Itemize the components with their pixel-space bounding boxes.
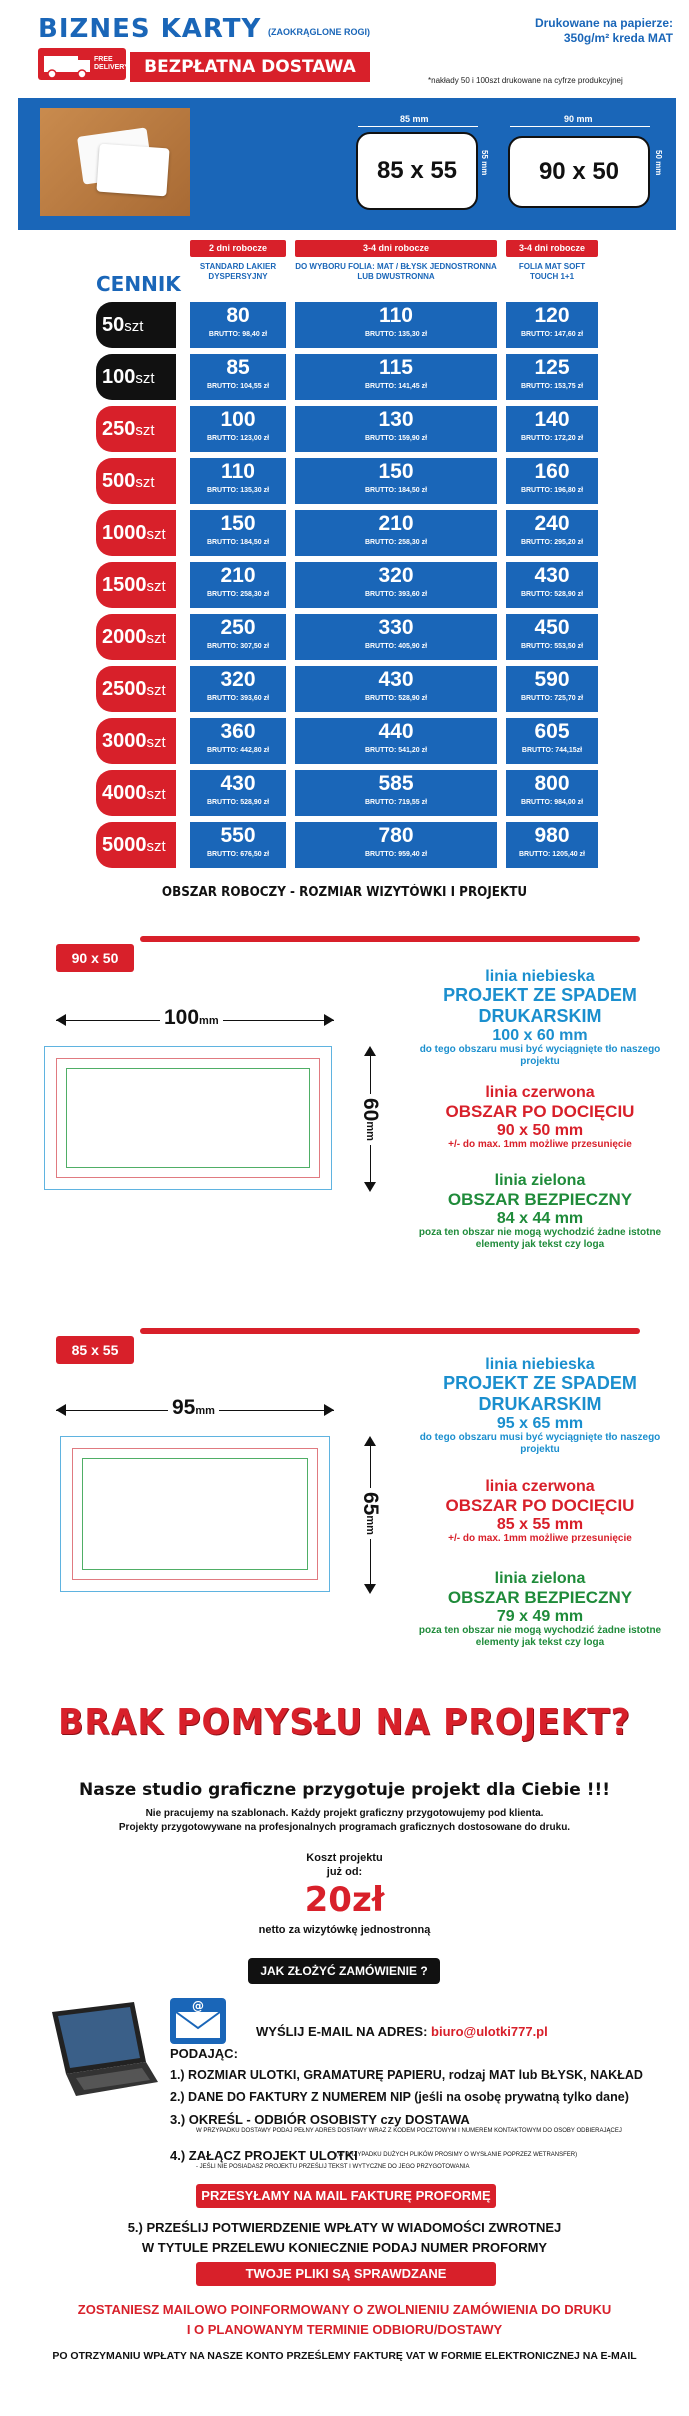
blue-note: do tego obszaru musi być wyciągnięte tło naszego projektu	[419, 1432, 661, 1455]
format-1-width-line	[358, 126, 478, 127]
gross-price: BRUTTO: 541,20 zł	[364, 747, 428, 754]
height-unit: mm	[364, 1121, 376, 1141]
price-cell	[295, 614, 497, 660]
net-price: 800	[534, 772, 570, 795]
quantity-value: 4000	[102, 782, 147, 804]
net-price: 430	[534, 564, 570, 587]
svg-text:@: @	[192, 1999, 204, 2013]
format-1-height-label: 55 mm	[480, 150, 489, 176]
price-cell	[295, 302, 497, 348]
net-price: 450	[534, 616, 570, 639]
format-2-height-label: 50 mm	[654, 150, 663, 176]
net-price: 110	[379, 304, 413, 327]
col1-desc: STANDARD LAKIER DYSPERSYJNY	[199, 262, 277, 281]
net-price: 320	[220, 668, 256, 691]
price-row	[0, 822, 689, 868]
price-cell	[190, 406, 286, 452]
blue-note: do tego obszaru musi być wyciągnięte tło naszego projektu	[419, 1044, 661, 1067]
email-prefix: WYŚLIJ E-MAIL NA ADRES:	[256, 2024, 428, 2039]
net-price: 360	[220, 720, 256, 743]
template-85x55-tag: 85 x 55	[56, 1336, 134, 1364]
design-price: 20zł	[304, 1880, 385, 1920]
price-cell	[190, 718, 286, 764]
green-title: linia zielona	[494, 1172, 586, 1189]
net-price: 120	[534, 304, 570, 327]
green-note: poza ten obszar nie mogą wychodzić żadne istotne elementy jak tekst czy loga	[418, 1227, 662, 1250]
price-row	[0, 562, 689, 608]
gross-price: BRUTTO: 528,90 zł	[520, 591, 584, 598]
price-cell	[190, 458, 286, 504]
width-unit: mm	[199, 1015, 219, 1027]
green-size: 79 x 49 mm	[496, 1608, 584, 1625]
gross-price: BRUTTO: 135,30 zł	[206, 487, 270, 494]
gross-price: BRUTTO: 725,70 zł	[520, 695, 584, 702]
template-1-red-info	[400, 1084, 680, 1151]
gross-price: BRUTTO: 147,60 zł	[520, 331, 584, 338]
price-cell	[295, 562, 497, 608]
green-size: 84 x 44 mm	[496, 1210, 584, 1227]
template-2-red-info	[400, 1478, 680, 1545]
gross-price: BRUTTO: 159,90 zł	[364, 435, 428, 442]
price-cell	[190, 666, 286, 712]
format-90x50-box: 90 x 50	[508, 136, 650, 208]
quantity-label	[96, 510, 176, 556]
notify-line-2: I O PLANOWANYM TERMINIE ODBIORU/DOSTAWY	[186, 2322, 503, 2337]
red-size: 85 x 55 mm	[496, 1516, 584, 1533]
height-unit: mm	[364, 1515, 376, 1535]
proforma-bar: PRZESYŁAMY NA MAIL FAKTURĘ PROFORMĘ	[196, 2184, 496, 2208]
format-1-width-label: 85 mm	[400, 114, 429, 124]
gross-price: BRUTTO: 528,90 zł	[364, 695, 428, 702]
quantity-label	[96, 458, 176, 504]
design-price-note: netto za wizytówkę jednostronną	[258, 1924, 431, 1936]
quantity-label	[96, 666, 176, 712]
net-price: 320	[378, 564, 414, 587]
gross-price: BRUTTO: 959,40 zł	[364, 851, 428, 858]
arrow-down-icon	[364, 1182, 376, 1192]
price-cell	[295, 822, 497, 868]
quantity-unit: szt	[135, 370, 155, 387]
quantity-label	[96, 822, 176, 868]
gross-price: BRUTTO: 393,60 zł	[364, 591, 428, 598]
email-instruction	[256, 2024, 548, 2039]
net-price: 590	[534, 668, 570, 691]
quantity-label	[96, 770, 176, 816]
arrow-down-icon	[364, 1584, 376, 1594]
blue-title: linia niebieska	[485, 1356, 595, 1373]
col3-desc: FOLIA MAT SOFT TOUCH 1+1	[518, 262, 586, 281]
price-cell	[506, 666, 598, 712]
col2-desc: DO WYBORU FOLIA: MAT / BŁYSK JEDNOSTRONNA LUB DWUSTRONNA	[295, 262, 497, 281]
price-cell	[295, 718, 497, 764]
col2-time: 3-4 dni robocze	[295, 240, 497, 257]
gross-price: BRUTTO: 196,80 zł	[520, 487, 584, 494]
template-90x50-width	[160, 1006, 223, 1030]
price-cell	[506, 718, 598, 764]
template-90x50-divider	[140, 936, 640, 942]
quantity-value: 5000	[102, 834, 147, 856]
cost-label-1: Koszt projektu	[306, 1852, 383, 1864]
price-cell	[506, 822, 598, 868]
gross-price: BRUTTO: 172,20 zł	[520, 435, 584, 442]
green-note: poza ten obszar nie mogą wychodzić żadne istotne elementy jak tekst czy loga	[418, 1625, 662, 1648]
quantity-unit: szt	[146, 786, 166, 803]
price-cell	[295, 666, 497, 712]
price-row	[0, 666, 689, 712]
arrow-up-icon	[364, 1436, 376, 1446]
net-price: 250	[220, 616, 256, 639]
email-link[interactable]: biuro@ulotki777.pl	[431, 2024, 548, 2039]
net-price: 150	[220, 512, 256, 535]
template-2-green-info	[400, 1570, 680, 1649]
format-85x55-box: 85 x 55	[356, 132, 478, 210]
quantity-label	[96, 614, 176, 660]
price-row	[0, 718, 689, 764]
quantity-label	[96, 406, 176, 452]
final-invoice-note: PO OTRZYMANIU WPŁATY NA NASZE KONTO PRZEŚLEMY FAKTURĘ VAT W FORMIE ELEKTRONICZNEJ NA E-MAIL	[52, 2350, 637, 2362]
paper-line-1: Drukowane na papierze:	[534, 16, 673, 30]
net-price: 330	[378, 616, 414, 639]
net-price: 110	[221, 460, 255, 483]
quantity-unit: szt	[135, 422, 155, 439]
pricing-title: CENNIK	[96, 272, 181, 296]
price-cell	[506, 354, 598, 400]
work-area-title: OBSZAR ROBOCZY - ROZMIAR WIZYTÓWKI I PROJEKTU	[161, 885, 528, 900]
quantity-unit: szt	[146, 630, 166, 647]
height-value: 60	[359, 1098, 382, 1122]
price-row	[0, 302, 689, 348]
template-1-green-info	[400, 1172, 680, 1251]
quantity-unit: szt	[146, 578, 166, 595]
price-cell	[190, 354, 286, 400]
col1-time: 2 dni robocze	[190, 240, 286, 257]
green-name: OBSZAR BEZPIECZNY	[447, 1588, 633, 1607]
net-price: 210	[220, 564, 256, 587]
net-price: 125	[534, 356, 570, 379]
notify-line-1: ZOSTANIESZ MAILOWO POINFORMOWANY O ZWOLNIENIU ZAMÓWIENIA DO DRUKU	[77, 2302, 612, 2317]
quantity-unit: szt	[124, 318, 144, 335]
net-price: 80	[226, 304, 250, 327]
email-icon	[170, 1998, 226, 2044]
gross-price: BRUTTO: 442,80 zł	[206, 747, 270, 754]
price-cell	[506, 562, 598, 608]
net-price: 430	[378, 668, 414, 691]
col3-time: 3-4 dni robocze	[506, 240, 598, 257]
red-size: 90 x 50 mm	[496, 1122, 584, 1139]
step-4: 4.) ZAŁĄCZ PROJEKT ULOTKI	[170, 2148, 358, 2163]
design-line-2: Projekty przygotowywane na profesjonalnych programach graficznych dostosowane do druku.	[118, 1822, 571, 1833]
gross-price: BRUTTO: 258,30 zł	[206, 591, 270, 598]
blue-size: 95 x 65 mm	[496, 1415, 584, 1432]
gross-price: BRUTTO: 744,15zł	[521, 747, 583, 754]
quantity-unit: szt	[146, 734, 166, 751]
price-row	[0, 354, 689, 400]
gross-price: BRUTTO: 393,60 zł	[206, 695, 270, 702]
price-row	[0, 770, 689, 816]
price-cell	[506, 406, 598, 452]
template-85x55-height	[358, 1488, 382, 1539]
gross-price: BRUTTO: 528,90 zł	[206, 799, 270, 806]
format-2-width-label: 90 mm	[564, 114, 593, 124]
blue-name: PROJEKT ZE SPADEM DRUKARSKIM	[443, 985, 637, 1026]
price-cell	[190, 614, 286, 660]
net-price: 430	[220, 772, 256, 795]
design-headline: BRAK POMYSŁU NA PROJEKT?	[58, 1702, 631, 1743]
quantity-value: 100	[102, 366, 136, 388]
net-price: 780	[378, 824, 414, 847]
template-2-blue-info	[400, 1356, 680, 1456]
net-price: 550	[220, 824, 256, 847]
net-price: 130	[378, 408, 414, 431]
quantity-label	[96, 718, 176, 764]
gross-price: BRUTTO: 676,50 zł	[206, 851, 270, 858]
template-90x50-height	[358, 1094, 382, 1145]
quantity-value: 1500	[102, 574, 147, 596]
width-value: 95	[172, 1396, 196, 1419]
gross-price: BRUTTO: 153,75 zł	[520, 383, 584, 390]
quantity-unit: szt	[146, 838, 166, 855]
quantity-unit: szt	[135, 474, 155, 491]
quantity-value: 2500	[102, 678, 147, 700]
step-2: 2.) DANE DO FAKTURY Z NUMEREM NIP (jeśli na osobę prywatną tylko dane)	[170, 2090, 629, 2104]
net-price: 160	[534, 460, 570, 483]
card-image-front	[96, 144, 169, 197]
template-85x55-width	[168, 1396, 219, 1420]
step-5b: W TYTULE PRZELEWU KONIECZNIE PODAJ NUMER PROFORMY	[141, 2240, 548, 2255]
step-5a: 5.) PRZEŚLIJ POTWIERDZENIE WPŁATY W WIADOMOŚCI ZWROTNEJ	[127, 2220, 562, 2235]
step-4-note-1: (W PRZYPADKU DUŻYCH PLIKÓW PROSIMY O WYSŁANIE POPRZEZ WETRANSFER)	[336, 2152, 578, 2158]
step-4-note-2: - JEŚLI NIE POSIADASZ PROJEKTU PRZEŚLIJ TEKST I WYTYCZNE DO JEGO PRZYGOTOWANIA	[196, 2164, 470, 2170]
print-note: *nakłady 50 i 100szt drukowane na cyfrze produkcyjnej	[428, 76, 623, 85]
net-price: 440	[378, 720, 414, 743]
blue-name: PROJEKT ZE SPADEM DRUKARSKIM	[443, 1373, 637, 1414]
quantity-value: 500	[102, 470, 136, 492]
arrow-right-icon	[324, 1014, 334, 1026]
price-cell	[506, 510, 598, 556]
step-3-note: W PRZYPADKU DOSTAWY PODAJ PEŁNY ADRES DOSTAWY WRAZ Z KODEM POCZTOWYM I NUMEREM KONTAKTOWYM DO OSOBY ODBIERAJĄCEJ	[196, 2128, 622, 2134]
price-cell	[190, 562, 286, 608]
quantity-unit: szt	[146, 526, 166, 543]
quantity-value: 250	[102, 418, 136, 440]
net-price: 115	[379, 356, 413, 379]
gross-price: BRUTTO: 1205,40 zł	[518, 851, 585, 858]
price-row	[0, 614, 689, 660]
net-price: 980	[534, 824, 570, 847]
price-cell	[190, 822, 286, 868]
price-cell	[506, 770, 598, 816]
price-cell	[190, 302, 286, 348]
blue-size: 100 x 60 mm	[492, 1027, 588, 1044]
step-1: 1.) ROZMIAR ULOTKI, GRAMATURĘ PAPIERU, rodzaj MAT lub BŁYSK, NAKŁAD	[170, 2068, 643, 2082]
price-cell	[506, 302, 598, 348]
studio-line: Nasze studio graficzne przygotuje projekt dla Ciebie !!!	[79, 1780, 610, 1800]
quantity-label	[96, 302, 176, 348]
gross-price: BRUTTO: 307,50 zł	[206, 643, 270, 650]
laptop-icon	[42, 2002, 160, 2098]
net-price: 585	[378, 772, 414, 795]
gross-price: BRUTTO: 984,00 zł	[520, 799, 584, 806]
price-row	[0, 510, 689, 556]
how-to-order-button[interactable]: JAK ZŁOŻYĆ ZAMÓWIENIE ?	[248, 1958, 440, 1984]
red-title: linia czerwona	[485, 1084, 595, 1101]
price-row	[0, 406, 689, 452]
price-cell	[506, 458, 598, 504]
safe-line-green-2	[82, 1458, 308, 1570]
gross-price: BRUTTO: 295,20 zł	[520, 539, 584, 546]
arrow-up-icon	[364, 1046, 376, 1056]
net-price: 100	[220, 408, 256, 431]
red-name: OBSZAR PO DOCIĘCIU	[445, 1496, 635, 1515]
green-name: OBSZAR BEZPIECZNY	[447, 1190, 633, 1209]
page-title: BIZNES KARTY	[38, 14, 262, 44]
design-line-1: Nie pracujemy na szablonach. Każdy projekt graficzny przygotowujemy pod klienta.	[145, 1808, 544, 1819]
free-delivery-badge: FREE DELIVERY	[94, 56, 129, 71]
net-price: 240	[534, 512, 570, 535]
format-2-width-line	[510, 126, 650, 127]
gross-price: BRUTTO: 104,55 zł	[206, 383, 270, 390]
arrow-right-icon	[324, 1404, 334, 1416]
gross-price: BRUTTO: 98,40 zł	[208, 331, 268, 338]
price-cell	[190, 770, 286, 816]
gross-price: BRUTTO: 135,30 zł	[364, 331, 428, 338]
green-title: linia zielona	[494, 1570, 586, 1587]
price-cell	[295, 510, 497, 556]
quantity-label	[96, 354, 176, 400]
gross-price: BRUTTO: 719,55 zł	[364, 799, 428, 806]
arrow-left-icon	[56, 1014, 66, 1026]
price-cell	[295, 458, 497, 504]
net-price: 605	[534, 720, 570, 743]
quantity-value: 1000	[102, 522, 147, 544]
paper-info	[535, 16, 673, 46]
free-delivery-banner: BEZPŁATNA DOSTAWA	[130, 52, 370, 82]
quantity-label	[96, 562, 176, 608]
gross-price: BRUTTO: 405,90 zł	[364, 643, 428, 650]
gross-price: BRUTTO: 553,50 zł	[520, 643, 584, 650]
width-unit: mm	[195, 1405, 215, 1417]
net-price: 150	[378, 460, 414, 483]
page-subtitle: (ZAOKRĄGLONE ROGI)	[268, 27, 370, 37]
paper-line-2: 350g/m² kreda MAT	[563, 31, 673, 45]
price-cell	[295, 406, 497, 452]
gross-price: BRUTTO: 141,45 zł	[364, 383, 428, 390]
free-delivery-truck-icon	[38, 48, 129, 80]
price-cell	[506, 614, 598, 660]
width-value: 100	[164, 1006, 200, 1029]
template-90x50-tag: 90 x 50	[56, 944, 134, 972]
safe-line-green	[66, 1068, 310, 1168]
red-name: OBSZAR PO DOCIĘCIU	[445, 1102, 635, 1121]
gross-price: BRUTTO: 258,30 zł	[364, 539, 428, 546]
quantity-value: 50	[102, 314, 125, 336]
red-note: +/- do max. 1mm możliwe przesunięcie	[448, 1533, 632, 1544]
podajac-label: PODAJĄC:	[170, 2046, 238, 2061]
price-cell	[295, 770, 497, 816]
arrow-left-icon	[56, 1404, 66, 1416]
net-price: 85	[226, 356, 250, 379]
price-cell	[190, 510, 286, 556]
red-note: +/- do max. 1mm możliwe przesunięcie	[448, 1139, 632, 1150]
red-title: linia czerwona	[485, 1478, 595, 1495]
net-price: 210	[378, 512, 414, 535]
blue-title: linia niebieska	[485, 968, 595, 985]
cost-label-2: już od:	[326, 1866, 363, 1878]
gross-price: BRUTTO: 184,50 zł	[206, 539, 270, 546]
price-row	[0, 458, 689, 504]
template-85x55-divider	[140, 1328, 640, 1334]
price-cell	[295, 354, 497, 400]
net-price: 140	[534, 408, 570, 431]
gross-price: BRUTTO: 123,00 zł	[206, 435, 270, 442]
quantity-value: 3000	[102, 730, 147, 752]
gross-price: BRUTTO: 184,50 zł	[364, 487, 428, 494]
quantity-unit: szt	[146, 682, 166, 699]
template-1-blue-info	[400, 968, 680, 1068]
quantity-value: 2000	[102, 626, 147, 648]
files-checked-bar: TWOJE PLIKI SĄ SPRAWDZANE	[196, 2262, 496, 2286]
height-value: 65	[359, 1492, 382, 1516]
step-3: 3.) OKREŚL - ODBIÓR OSOBISTY czy DOSTAWA	[170, 2112, 470, 2127]
